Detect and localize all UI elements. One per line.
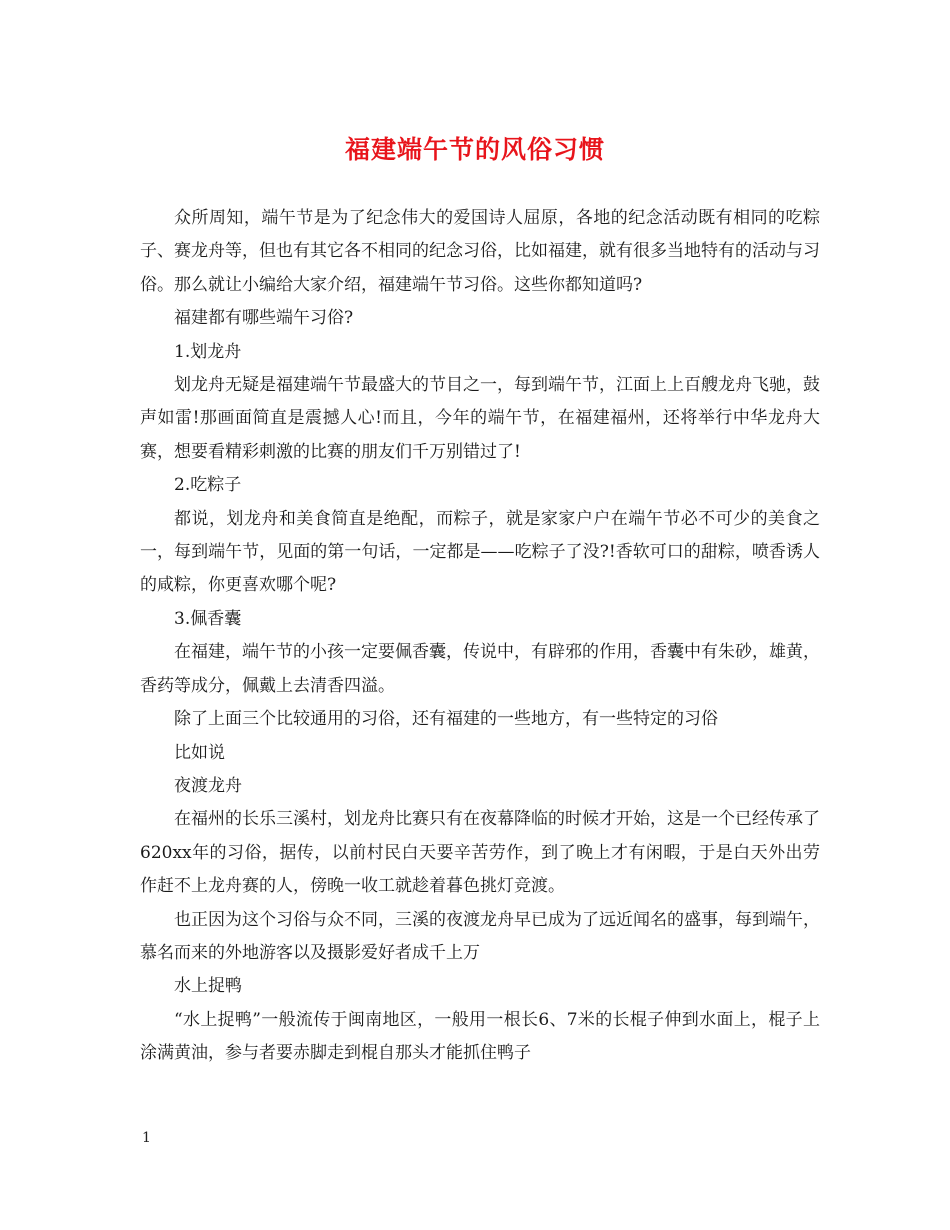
heading-sachet: 3.佩香囊: [174, 608, 242, 629]
paragraph-zongzi: 都说，划龙舟和美食简直是绝配，而粽子，就是家家户户在端午节必不可少的美食之一，每到端午节，见面的第一句话，一定都是——吃粽子了没?!香软可口的甜粽，喷香诱人的咸粽，你更喜欢哪个呢?: [140, 508, 820, 596]
heading-duck-catching: 水上捉鸭: [174, 976, 242, 997]
page-number: 1: [142, 1130, 151, 1146]
paragraph-other-customs: 除了上面三个比较通用的习俗，还有福建的一些地方，有一些特定的习俗: [174, 709, 718, 730]
paragraph-for-example: 比如说: [174, 742, 225, 763]
heading-dragon-boat: 1.划龙舟: [174, 341, 242, 362]
paragraph-duck-catching: “水上捉鸭”一般流传于闽南地区，一般用一根长6、7米的长棍子伸到水面上，棍子上涂满黄油，参与者要赤脚走到棍自那头才能抓住鸭子: [140, 1009, 820, 1064]
paragraph-sachet: 在福建，端午节的小孩一定要佩香囊，传说中，有辟邪的作用，香囊中有朱砂，雄黄，香药等成分，佩戴上去清香四溢。: [140, 642, 820, 696]
paragraph-question: 福建都有哪些端午习俗?: [174, 308, 354, 329]
paragraph-night-dragon-boat: 在福州的长乐三溪村，划龙舟比赛只有在夜幕降临的时候才开始，这是一个已经传承了620xx年的习俗，据传，以前村民白天要辛苦劳作，到了晚上才有闲暇，于是白天外出劳作赶不上龙舟赛的人，傍晚一收工就趁着暮色挑灯竞渡。: [140, 809, 820, 897]
paragraph-intro: 众所周知，端午节是为了纪念伟大的爱国诗人屈原，各地的纪念活动既有相同的吃粽子、赛龙舟等，但也有其它各不相同的纪念习俗，比如福建，就有很多当地特有的活动与习俗。那么就让小编给大家介绍，福建端午节习俗。这些你都知道吗?: [140, 208, 820, 295]
heading-zongzi: 2.吃粽子: [174, 475, 242, 496]
heading-night-dragon-boat: 夜渡龙舟: [174, 775, 242, 796]
document-body: [140, 202, 820, 1071]
document-title: 福建端午节的风俗习惯: [344, 135, 605, 164]
paragraph-dragon-boat: 划龙舟无疑是福建端午节最盛大的节目之一，每到端午节，江面上上百艘龙舟飞驰，鼓声如雷!那画面简直是震撼人心!而且，今年的端午节，在福建福州，还将举行中华龙舟大赛，想要看精彩刺激的比赛的朋友们千万别错过了!: [140, 375, 820, 462]
paragraph-night-dragon-boat-fame: 也正因为这个习俗与众不同，三溪的夜渡龙舟早已成为了远近闻名的盛事，每到端午，慕名而来的外地游客以及摄影爱好者成千上万: [140, 909, 820, 963]
